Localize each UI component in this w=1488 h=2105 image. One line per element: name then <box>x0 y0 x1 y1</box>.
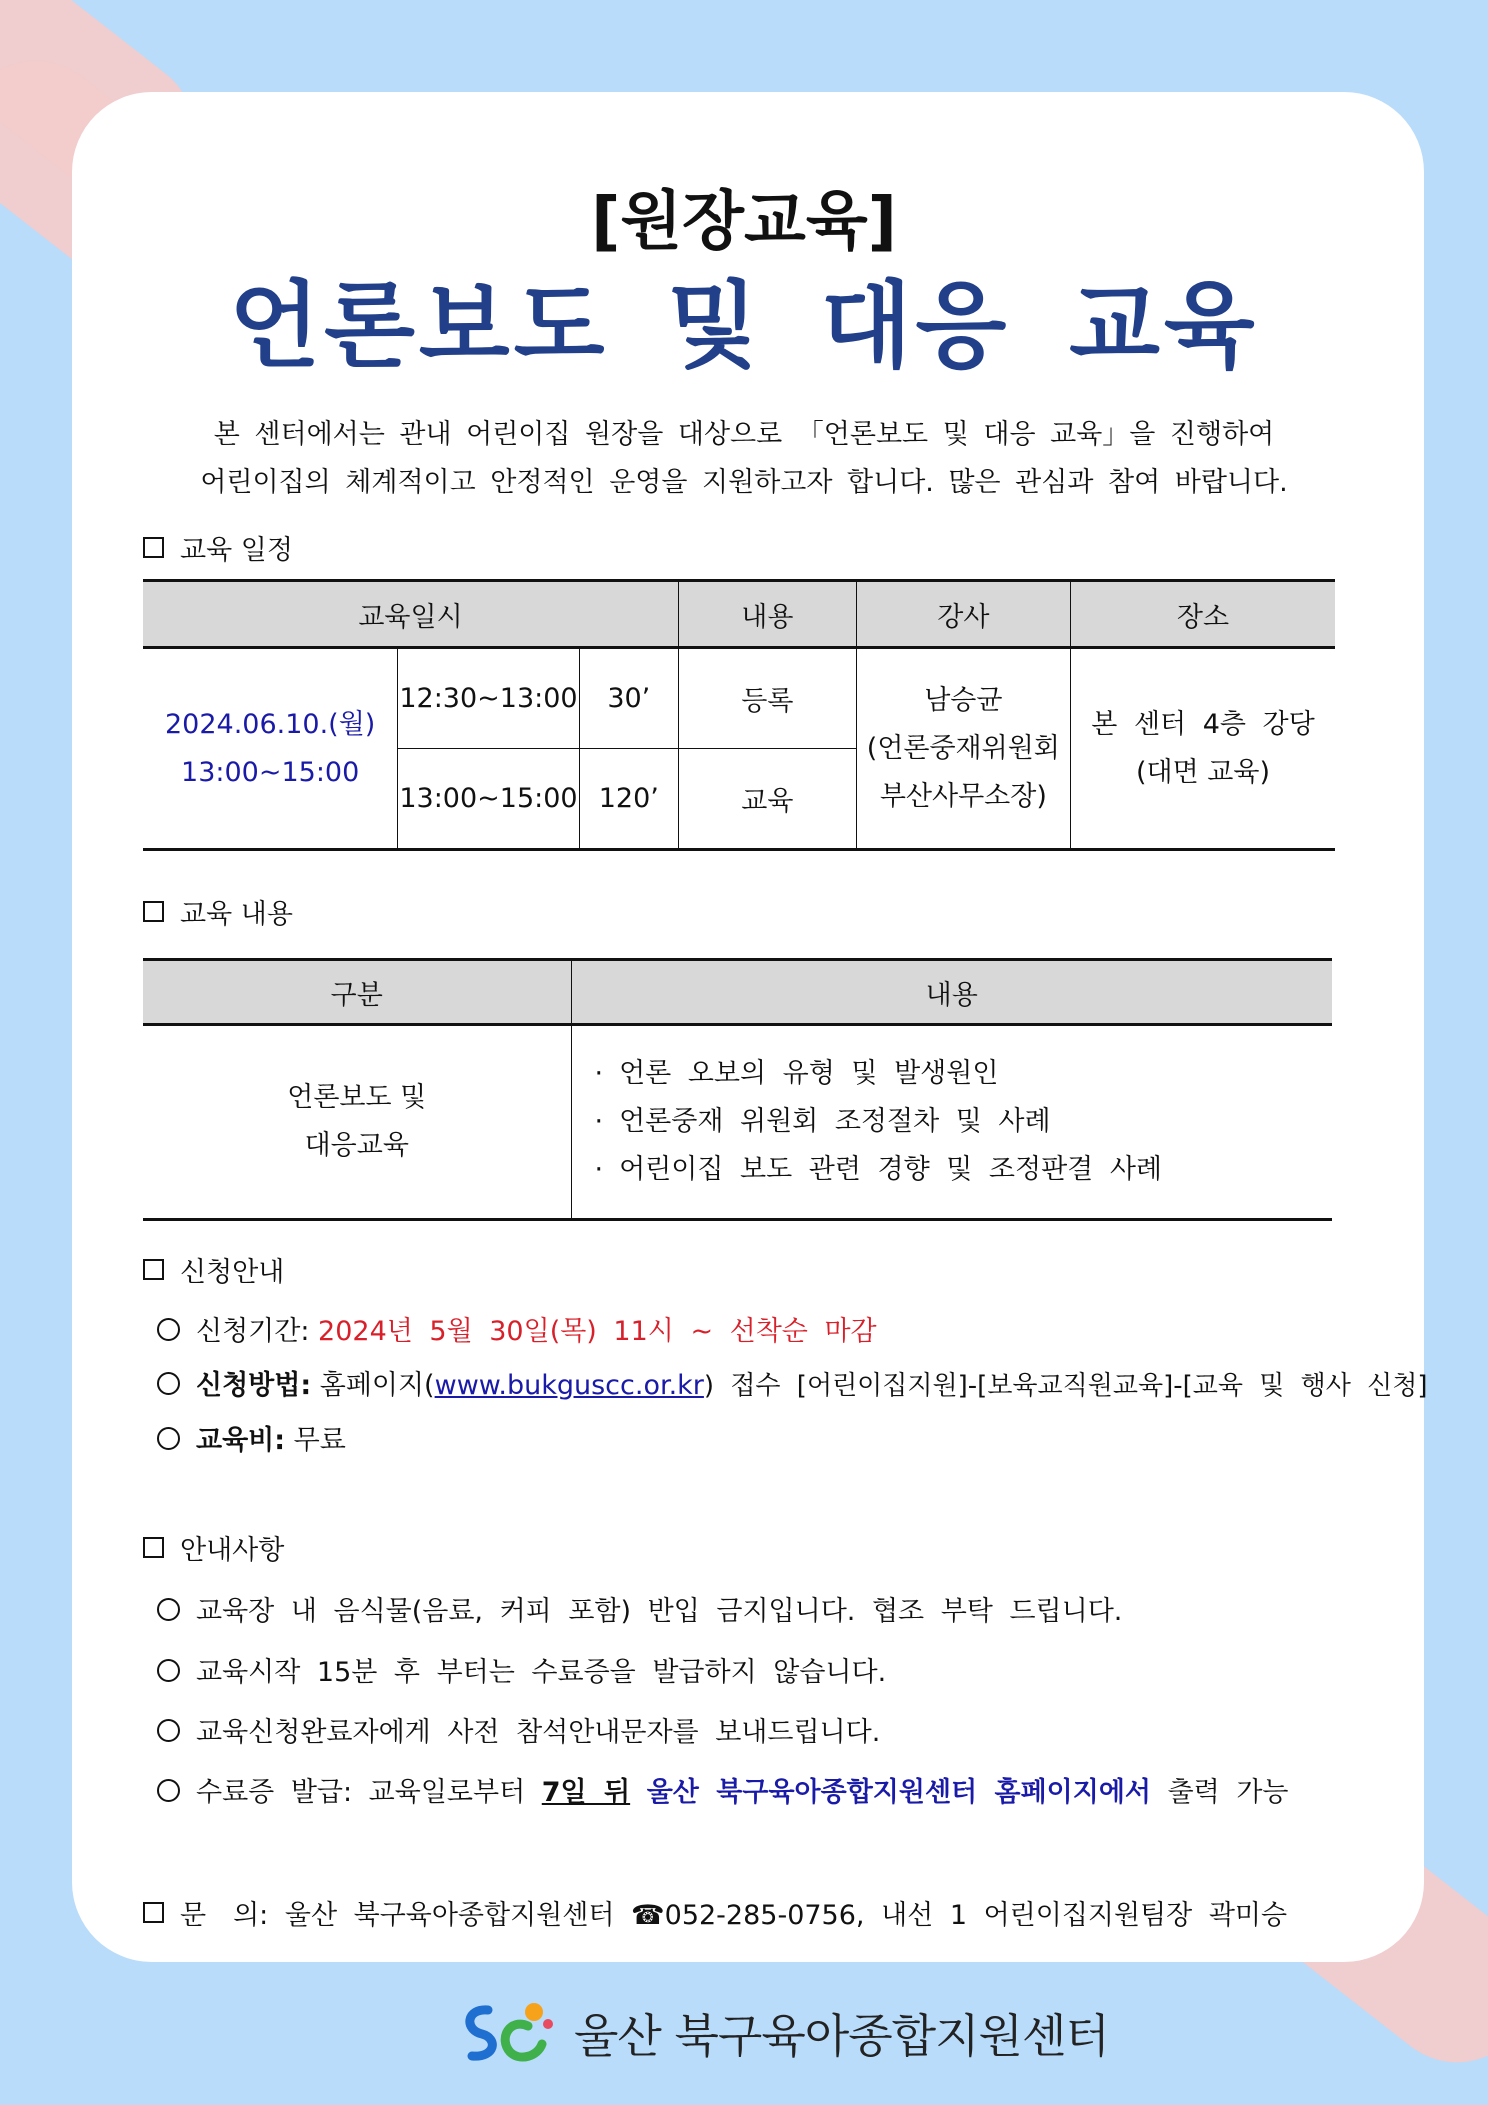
intro-line-2: 어린이집의 체계적이고 안정적인 운영을 지원하고자 합니다. 많은 관심과 참여 바랍니다. <box>200 467 1288 498</box>
content-list <box>573 1050 1332 1194</box>
header-content: 내용 <box>571 960 1332 1025</box>
row-time: 12:30~13:00 <box>398 648 579 749</box>
checkbox-square-icon <box>143 1537 164 1558</box>
footer-logo <box>458 1998 1109 2068</box>
section-curriculum-heading: 교육 내용 <box>143 892 293 931</box>
header-place: 장소 <box>1070 581 1335 648</box>
schedule-time: 13:00~15:00 <box>181 756 360 788</box>
row-duration: 120’ <box>579 749 678 850</box>
notice-item-2: 교육시작 15분 후 부터는 수료증을 발급하지 않습니다. <box>157 1650 886 1689</box>
circle-bullet-icon <box>157 1427 180 1450</box>
content-cell <box>571 1025 1332 1220</box>
org-name: 울산 북구육아종합지원센터 <box>574 2009 1109 2063</box>
header-instructor: 강사 <box>856 581 1070 648</box>
row-time: 13:00~15:00 <box>398 749 579 850</box>
category-line-2: 대응교육 <box>304 1130 409 1161</box>
center-logo-icon <box>458 1998 558 2068</box>
contact-line: 문 의: 울산 북구육아종합지원센터 ☎052-285-0756, 내선 1 어린이집지원팀장 곽미승 <box>143 1893 1287 1932</box>
category-cell <box>143 1025 571 1220</box>
circle-bullet-icon <box>157 1598 180 1621</box>
list-item: · 어린이집 보도 관련 경향 및 조정판결 사례 <box>595 1146 1332 1194</box>
circle-bullet-icon <box>157 1318 180 1341</box>
curriculum-table <box>143 958 1332 1221</box>
application-period-value: 2024년 5월 30일(목) 11시 ~ 선착순 마감 <box>318 1316 877 1347</box>
checkbox-square-icon <box>143 1259 164 1280</box>
row-content: 등록 <box>679 648 857 749</box>
section-schedule-heading: 교육 일정 <box>143 528 293 567</box>
schedule-date: 2024.06.10.(월) <box>165 708 376 740</box>
header-datetime: 교육일시 <box>143 581 679 648</box>
table-header-row <box>143 581 1335 648</box>
checkbox-square-icon <box>143 901 164 922</box>
place-line-2: (대면 교육) <box>1136 756 1270 788</box>
circle-bullet-icon <box>157 1719 180 1742</box>
table-row <box>143 648 1335 749</box>
place-line-1: 본 센터 4층 강당 <box>1091 708 1315 740</box>
row-content: 교육 <box>679 749 857 850</box>
table-row <box>143 1025 1332 1220</box>
notice-item-4: 수료증 발급: 교육일로부터 7일 뒤 울산 북구육아종합지원센터 홈페이지에서 출력 가능 <box>157 1770 1289 1809</box>
instructor-org-2: 부산사무소장) <box>879 780 1047 812</box>
row-duration: 30’ <box>579 648 678 749</box>
list-item: · 언론중재 위원회 조정절차 및 사례 <box>595 1098 1332 1146</box>
schedule-date-cell <box>143 648 398 850</box>
checkbox-square-icon <box>143 1902 164 1923</box>
list-item: · 언론 오보의 유형 및 발생원인 <box>595 1050 1332 1098</box>
instructor-cell <box>856 648 1070 850</box>
application-period: 신청기간: 2024년 5월 30일(목) 11시 ~ 선착순 마감 <box>157 1309 877 1348</box>
circle-bullet-icon <box>157 1659 180 1682</box>
homepage-link[interactable]: www.bukguscc.or.kr <box>434 1370 704 1401</box>
subtitle: [원장교육] <box>591 185 897 259</box>
checkbox-square-icon <box>143 537 164 558</box>
schedule-table <box>143 579 1335 851</box>
instructor-name: 남승균 <box>924 684 1003 716</box>
header-content: 내용 <box>679 581 857 648</box>
table-header-row <box>143 960 1332 1025</box>
application-fee: 교육비: 무료 <box>157 1418 346 1457</box>
section-notice-heading: 안내사항 <box>143 1528 284 1567</box>
application-method: 신청방법: 홈페이지(www.bukguscc.or.kr) 접수 [어린이집지원]-[보육교직원교육]-[교육 및 행사 신청] <box>157 1363 1428 1402</box>
notice-item-3: 교육신청완료자에게 사전 참석안내문자를 보내드립니다. <box>157 1710 880 1749</box>
header-category: 구분 <box>143 960 571 1025</box>
notice-item-1: 교육장 내 음식물(음료, 커피 포함) 반입 금지입니다. 협조 부탁 드립니다. <box>157 1589 1122 1628</box>
circle-bullet-icon <box>157 1372 180 1395</box>
section-application-heading: 신청안내 <box>143 1250 284 1289</box>
instructor-org-1: (언론중재위원회 <box>866 732 1060 764</box>
place-cell <box>1070 648 1335 850</box>
category-line-1: 언론보도 및 <box>287 1082 427 1113</box>
circle-bullet-icon <box>157 1779 180 1802</box>
intro-line-1: 본 센터에서는 관내 어린이집 원장을 대상으로 「언론보도 및 대응 교육」을 진행하여 <box>213 419 1275 450</box>
page-title: 언론보도 및 대응 교육 <box>229 272 1259 381</box>
